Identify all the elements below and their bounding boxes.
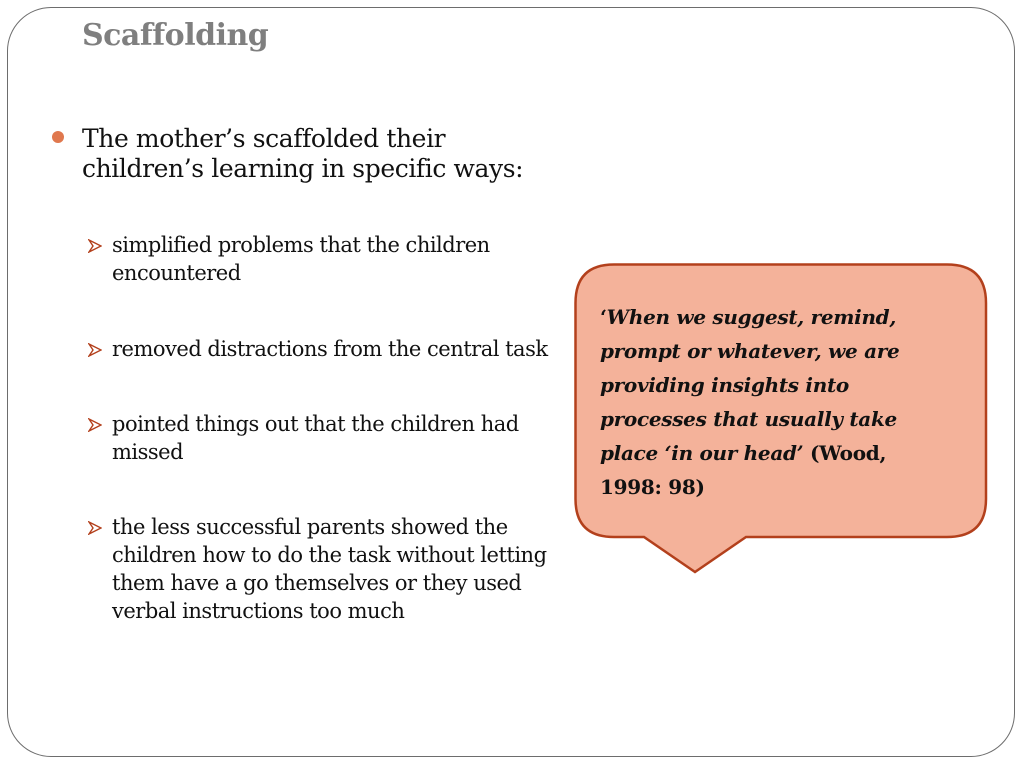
sub-point-text: removed distractions from the central task <box>112 337 548 361</box>
speech-bubble-callout <box>574 263 988 577</box>
arrow-bullet-icon <box>88 239 102 253</box>
sub-point-item <box>50 513 560 625</box>
slide-content <box>50 124 560 625</box>
callout-quote <box>600 300 946 504</box>
slide-title: Scaffolding <box>82 18 269 53</box>
lead-bullet-point <box>50 124 560 184</box>
arrow-bullet-icon <box>88 418 102 432</box>
lead-text: The mother’s scaffolded their children’s learning in specific ways: <box>82 124 524 183</box>
callout-quote-text: When we suggest, remind, prompt or whatever, we are providing insights into processes that usually take place ‘in our head’ <box>600 305 900 465</box>
arrow-bullet-icon <box>88 521 102 535</box>
callout-open-quote: ‘ <box>600 305 607 329</box>
sub-point-list <box>50 231 560 625</box>
arrow-bullet-icon <box>88 343 102 357</box>
bullet-dot-icon <box>52 131 64 143</box>
sub-point-item <box>50 335 560 363</box>
sub-point-text: the less successful parents showed the children how to do the task without letting them have a go themselves or they used verbal instructions too much <box>112 515 547 623</box>
callout-citation: (Wood, 1998: 98) <box>600 441 887 499</box>
sub-point-item <box>50 231 560 287</box>
sub-point-item <box>50 410 560 466</box>
sub-point-text: pointed things out that the children had missed <box>112 412 519 464</box>
sub-point-text: simplified problems that the children encountered <box>112 233 490 285</box>
